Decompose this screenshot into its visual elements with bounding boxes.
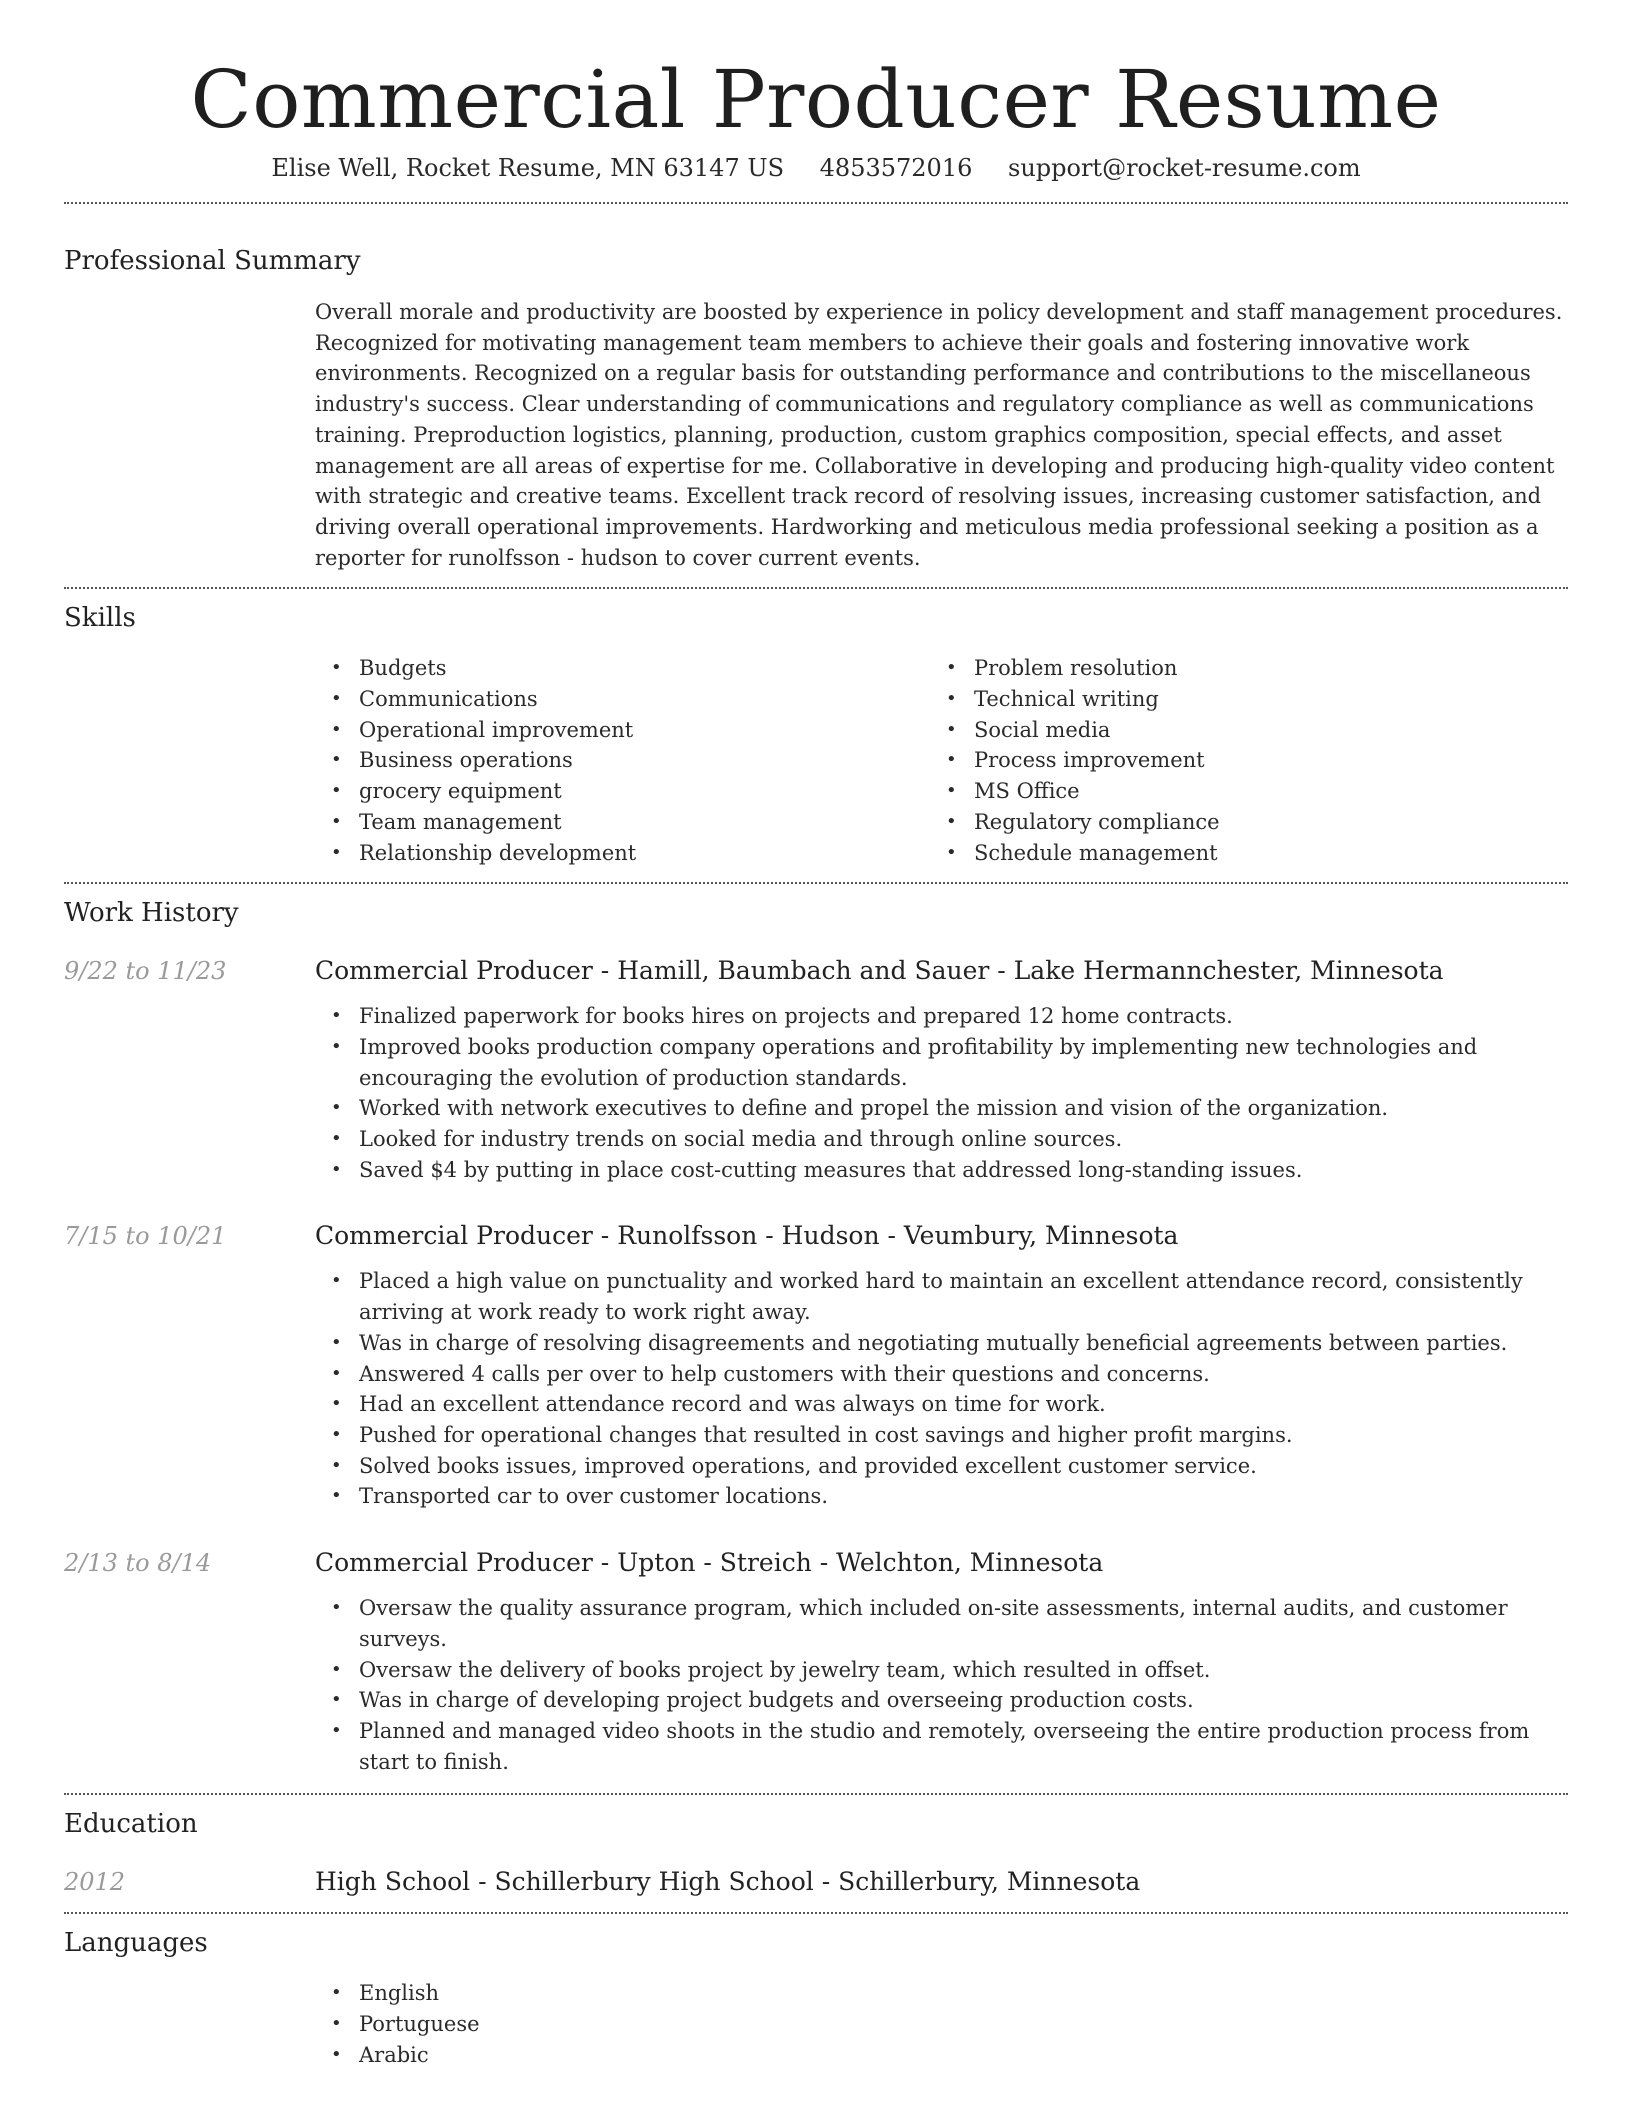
languages-section bbox=[64, 1914, 1568, 2070]
job-bullet: • Planned and managed video shoots in the studio and remotely, overseeing the entire production process from start to finish. bbox=[315, 1716, 1568, 1777]
section-title-skills: Skills bbox=[64, 603, 136, 634]
contact-line bbox=[64, 150, 1568, 202]
skill-item: • Team management bbox=[315, 807, 930, 838]
skill-item: • Communications bbox=[315, 684, 930, 715]
language-item: • Portuguese bbox=[315, 2009, 1568, 2040]
job-bullet: • Was in charge of resolving disagreements and negotiating mutually beneficial agreements between parties. bbox=[315, 1328, 1568, 1359]
education-year: 2012 bbox=[64, 1868, 126, 1897]
job-title: Commercial Producer - Upton - Streich - Welchton, Minnesota bbox=[315, 1548, 1104, 1578]
education-entry bbox=[64, 1864, 1568, 1900]
job-bullets bbox=[315, 1254, 1568, 1512]
job-entry bbox=[64, 1545, 1568, 1777]
section-title-summary: Professional Summary bbox=[64, 246, 361, 276]
job-bullet: • Improved books production company operations and profitability by implementing new technologies and encouraging the evolution of production standards. bbox=[315, 1032, 1568, 1093]
skills-column-right bbox=[930, 653, 1545, 868]
job-bullet: • Transported car to over customer locations. bbox=[315, 1481, 1568, 1512]
contact-phone: 4853572016 bbox=[819, 154, 973, 182]
section-title-work: Work History bbox=[64, 898, 239, 929]
summary-body bbox=[315, 279, 1568, 587]
job-bullet: • Pushed for operational changes that resulted in cost savings and higher profit margins. bbox=[315, 1420, 1568, 1451]
job-bullets bbox=[315, 989, 1568, 1185]
skill-item: • Schedule management bbox=[930, 838, 1545, 869]
job-bullet: • Oversaw the delivery of books project by jewelry team, which resulted in offset. bbox=[315, 1655, 1568, 1686]
work-section bbox=[64, 884, 1568, 1793]
contact-email: support@rocket-resume.com bbox=[1008, 154, 1361, 182]
job-dates: 2/13 to 8/14 bbox=[64, 1549, 212, 1578]
job-title: Commercial Producer - Runolfsson - Hudson - Veumbury, Minnesota bbox=[315, 1221, 1179, 1251]
job-bullet: • Answered 4 calls per over to help customers with their questions and concerns. bbox=[315, 1359, 1568, 1390]
skill-item: • Relationship development bbox=[315, 838, 930, 869]
skill-item: • Problem resolution bbox=[930, 653, 1545, 684]
skill-item: • MS Office bbox=[930, 776, 1545, 807]
skills-list bbox=[315, 636, 1568, 868]
job-title: Commercial Producer - Hamill, Baumbach and Sauer - Lake Hermannchester, Minnesota bbox=[315, 956, 1444, 986]
job-entry bbox=[64, 1218, 1568, 1512]
resume-page bbox=[64, 0, 1568, 2070]
skill-item: • Budgets bbox=[315, 653, 930, 684]
education-section bbox=[64, 1795, 1568, 1912]
language-item: • English bbox=[315, 1978, 1568, 2009]
job-dates: 7/15 to 10/21 bbox=[64, 1222, 227, 1251]
resume-title: Commercial Producer Resume bbox=[190, 53, 1442, 146]
job-bullet: • Solved books issues, improved operations, and provided excellent customer service. bbox=[315, 1451, 1568, 1482]
skills-column-left bbox=[315, 653, 930, 868]
languages-list bbox=[315, 1961, 1568, 2070]
skill-item: • Regulatory compliance bbox=[930, 807, 1545, 838]
skill-item: • Process improvement bbox=[930, 745, 1545, 776]
skill-item: • Technical writing bbox=[930, 684, 1545, 715]
summary-section bbox=[64, 204, 1568, 587]
skills-section bbox=[64, 589, 1568, 882]
skill-item: • Operational improvement bbox=[315, 715, 930, 746]
skill-item: • Business operations bbox=[315, 745, 930, 776]
job-bullet: • Saved $4 by putting in place cost-cutting measures that addressed long-standing issues. bbox=[315, 1155, 1568, 1186]
section-title-education: Education bbox=[64, 1809, 198, 1840]
job-bullet: • Oversaw the quality assurance program, which included on-site assessments, internal audits, and customer surveys. bbox=[315, 1593, 1568, 1654]
job-bullet: • Was in charge of developing project budgets and overseeing production costs. bbox=[315, 1685, 1568, 1716]
job-bullet: • Looked for industry trends on social media and through online sources. bbox=[315, 1124, 1568, 1155]
job-bullet: • Had an excellent attendance record and was always on time for work. bbox=[315, 1389, 1568, 1420]
language-item: • Arabic bbox=[315, 2040, 1568, 2071]
education-title: High School - Schillerbury High School - Schillerbury, Minnesota bbox=[315, 1867, 1141, 1897]
job-bullet: • Worked with network executives to define and propel the mission and vision of the organization. bbox=[315, 1093, 1568, 1124]
section-title-languages: Languages bbox=[64, 1928, 208, 1959]
contact-address: Elise Well, Rocket Resume, MN 63147 US bbox=[271, 154, 785, 182]
job-dates: 9/22 to 11/23 bbox=[64, 957, 227, 986]
skill-item: • Social media bbox=[930, 715, 1545, 746]
summary-text: Overall morale and productivity are boosted by experience in policy development and staff management procedures. Recognized for motivating management team members to achieve their goals and fostering innovative work environments. Recognized on a regular basis for outstanding performance and contributions to the miscellaneous industry's success. Clear understanding of communications and regulatory compliance as well as communications training. Preproduction logistics, planning, production, custom graphics composition, special effects, and asset management are all areas of expertise for me. Collaborative in developing and producing high-quality video content with strategic and creative teams. Excellent track record of resolving issues, increasing customer satisfaction, and driving overall operational improvements. Hardworking and meticulous media professional seeking a position as a reporter for runolfsson - hudson to cover current events. bbox=[315, 300, 1563, 570]
job-bullet: • Placed a high value on punctuality and worked hard to maintain an excellent attendance record, consistently arriving at work ready to work right away. bbox=[315, 1266, 1568, 1327]
skill-item: • grocery equipment bbox=[315, 776, 930, 807]
job-bullet: • Finalized paperwork for books hires on projects and prepared 12 home contracts. bbox=[315, 1001, 1568, 1032]
job-bullets bbox=[315, 1581, 1568, 1777]
job-entry bbox=[64, 953, 1568, 1185]
